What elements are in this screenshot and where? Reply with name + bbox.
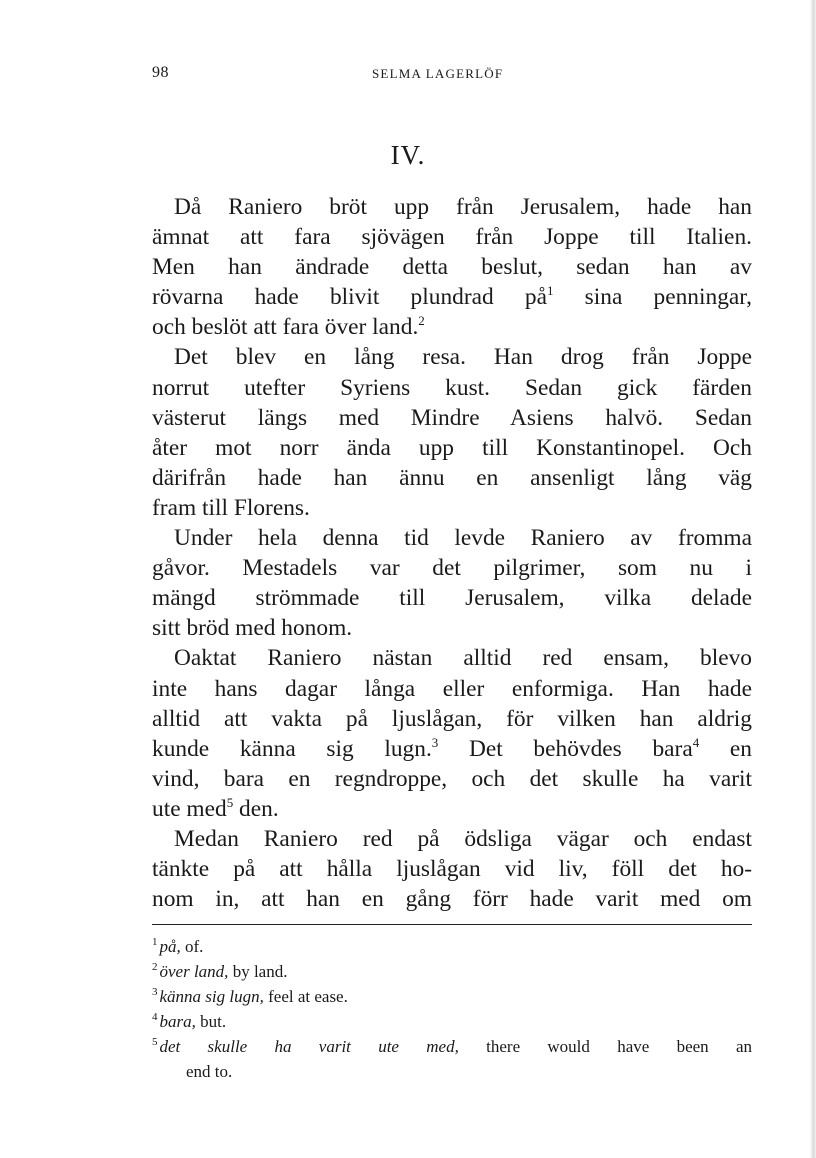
- text-line: ute med$^5$ den.: [152, 794, 279, 822]
- text-line: kunde känna sig lugn.$^3$ Det behövdes bara$^4$ en: [152, 734, 752, 762]
- text-line: och beslöt att fara över land.$^2$: [152, 313, 425, 341]
- text-line: nom in, att han en gång förr hade varit med om: [152, 886, 752, 913]
- text-line: därifrån hade han ännu en ansenligt lång väg: [152, 464, 752, 491]
- footnotes: [152, 934, 752, 1084]
- text-line: åter mot norr ända upp till Konstantinopel. Och: [152, 434, 752, 461]
- footnote-ref: 3: [431, 734, 439, 750]
- text-line: norrut utefter Syriens kust. Sedan gick färden: [152, 374, 752, 401]
- text-line: Oaktat Raniero nästan alltid red ensam, blevo: [174, 645, 752, 672]
- text-line: mängd strömmade till Jerusalem, vilka delade: [152, 585, 752, 612]
- text-line: inte hans dagar långa eller enformiga. Han hade: [152, 675, 752, 702]
- text-line: Medan Raniero red på ödsliga vägar och endast: [174, 825, 752, 852]
- body-text: [152, 192, 752, 914]
- footnote-ref: 2: [418, 313, 425, 329]
- text-line: fram till Florens.: [152, 494, 310, 521]
- page-number: 98: [152, 64, 169, 81]
- footnote: $^1$ på, of.: [152, 936, 204, 956]
- footnote: $^2$ över land, by land.: [152, 961, 288, 981]
- footnote: $^4$ bara, but.: [152, 1011, 227, 1031]
- footnote: $^3$ känna sig lugn, feel at ease.: [152, 986, 348, 1006]
- text-line: Det blev en lång resa. Han drog från Joppe: [174, 344, 752, 371]
- text-line: gåvor. Mestadels var det pilgrimer, som nu i: [152, 555, 752, 582]
- text-line: Under hela denna tid levde Raniero av fromma: [174, 525, 752, 552]
- text-line: alltid att vakta på ljuslågan, för vilken han aldrig: [152, 705, 752, 732]
- text-line: västerut längs med Mindre Asiens halvö. Sedan: [152, 404, 752, 431]
- footnote-ref: 4: [692, 734, 700, 750]
- running-title: SELMA LAGERLÖF: [372, 66, 504, 81]
- text-line: Då Raniero bröt upp från Jerusalem, hade han: [174, 194, 752, 220]
- text-line: Men han ändrade detta beslut, sedan han av: [152, 254, 752, 281]
- footnote-ref: 1: [546, 283, 554, 299]
- text-line: rövarna hade blivit plundrad på$^1$ sina penningar,: [152, 283, 752, 311]
- footnote: $^5$ det skulle ha varit ute med, there would have been an: [152, 1036, 753, 1056]
- text-line: ämnat att fara sjövägen från Joppe till Italien.: [152, 224, 752, 251]
- page-edge-shadow: [810, 0, 816, 1158]
- running-head: [152, 64, 752, 84]
- text-line: sitt bröd med honom.: [152, 615, 353, 642]
- footnote-continuation: end to.: [186, 1062, 233, 1081]
- footnote-divider: [152, 924, 752, 925]
- text-line: vind, bara en regndroppe, och det skulle ha varit: [152, 765, 752, 792]
- footnote-ref: 5: [226, 794, 234, 810]
- text-line: tänkte på att hålla ljuslågan vid liv, föll det ho-: [152, 856, 752, 883]
- chapter-heading: IV.: [390, 140, 426, 170]
